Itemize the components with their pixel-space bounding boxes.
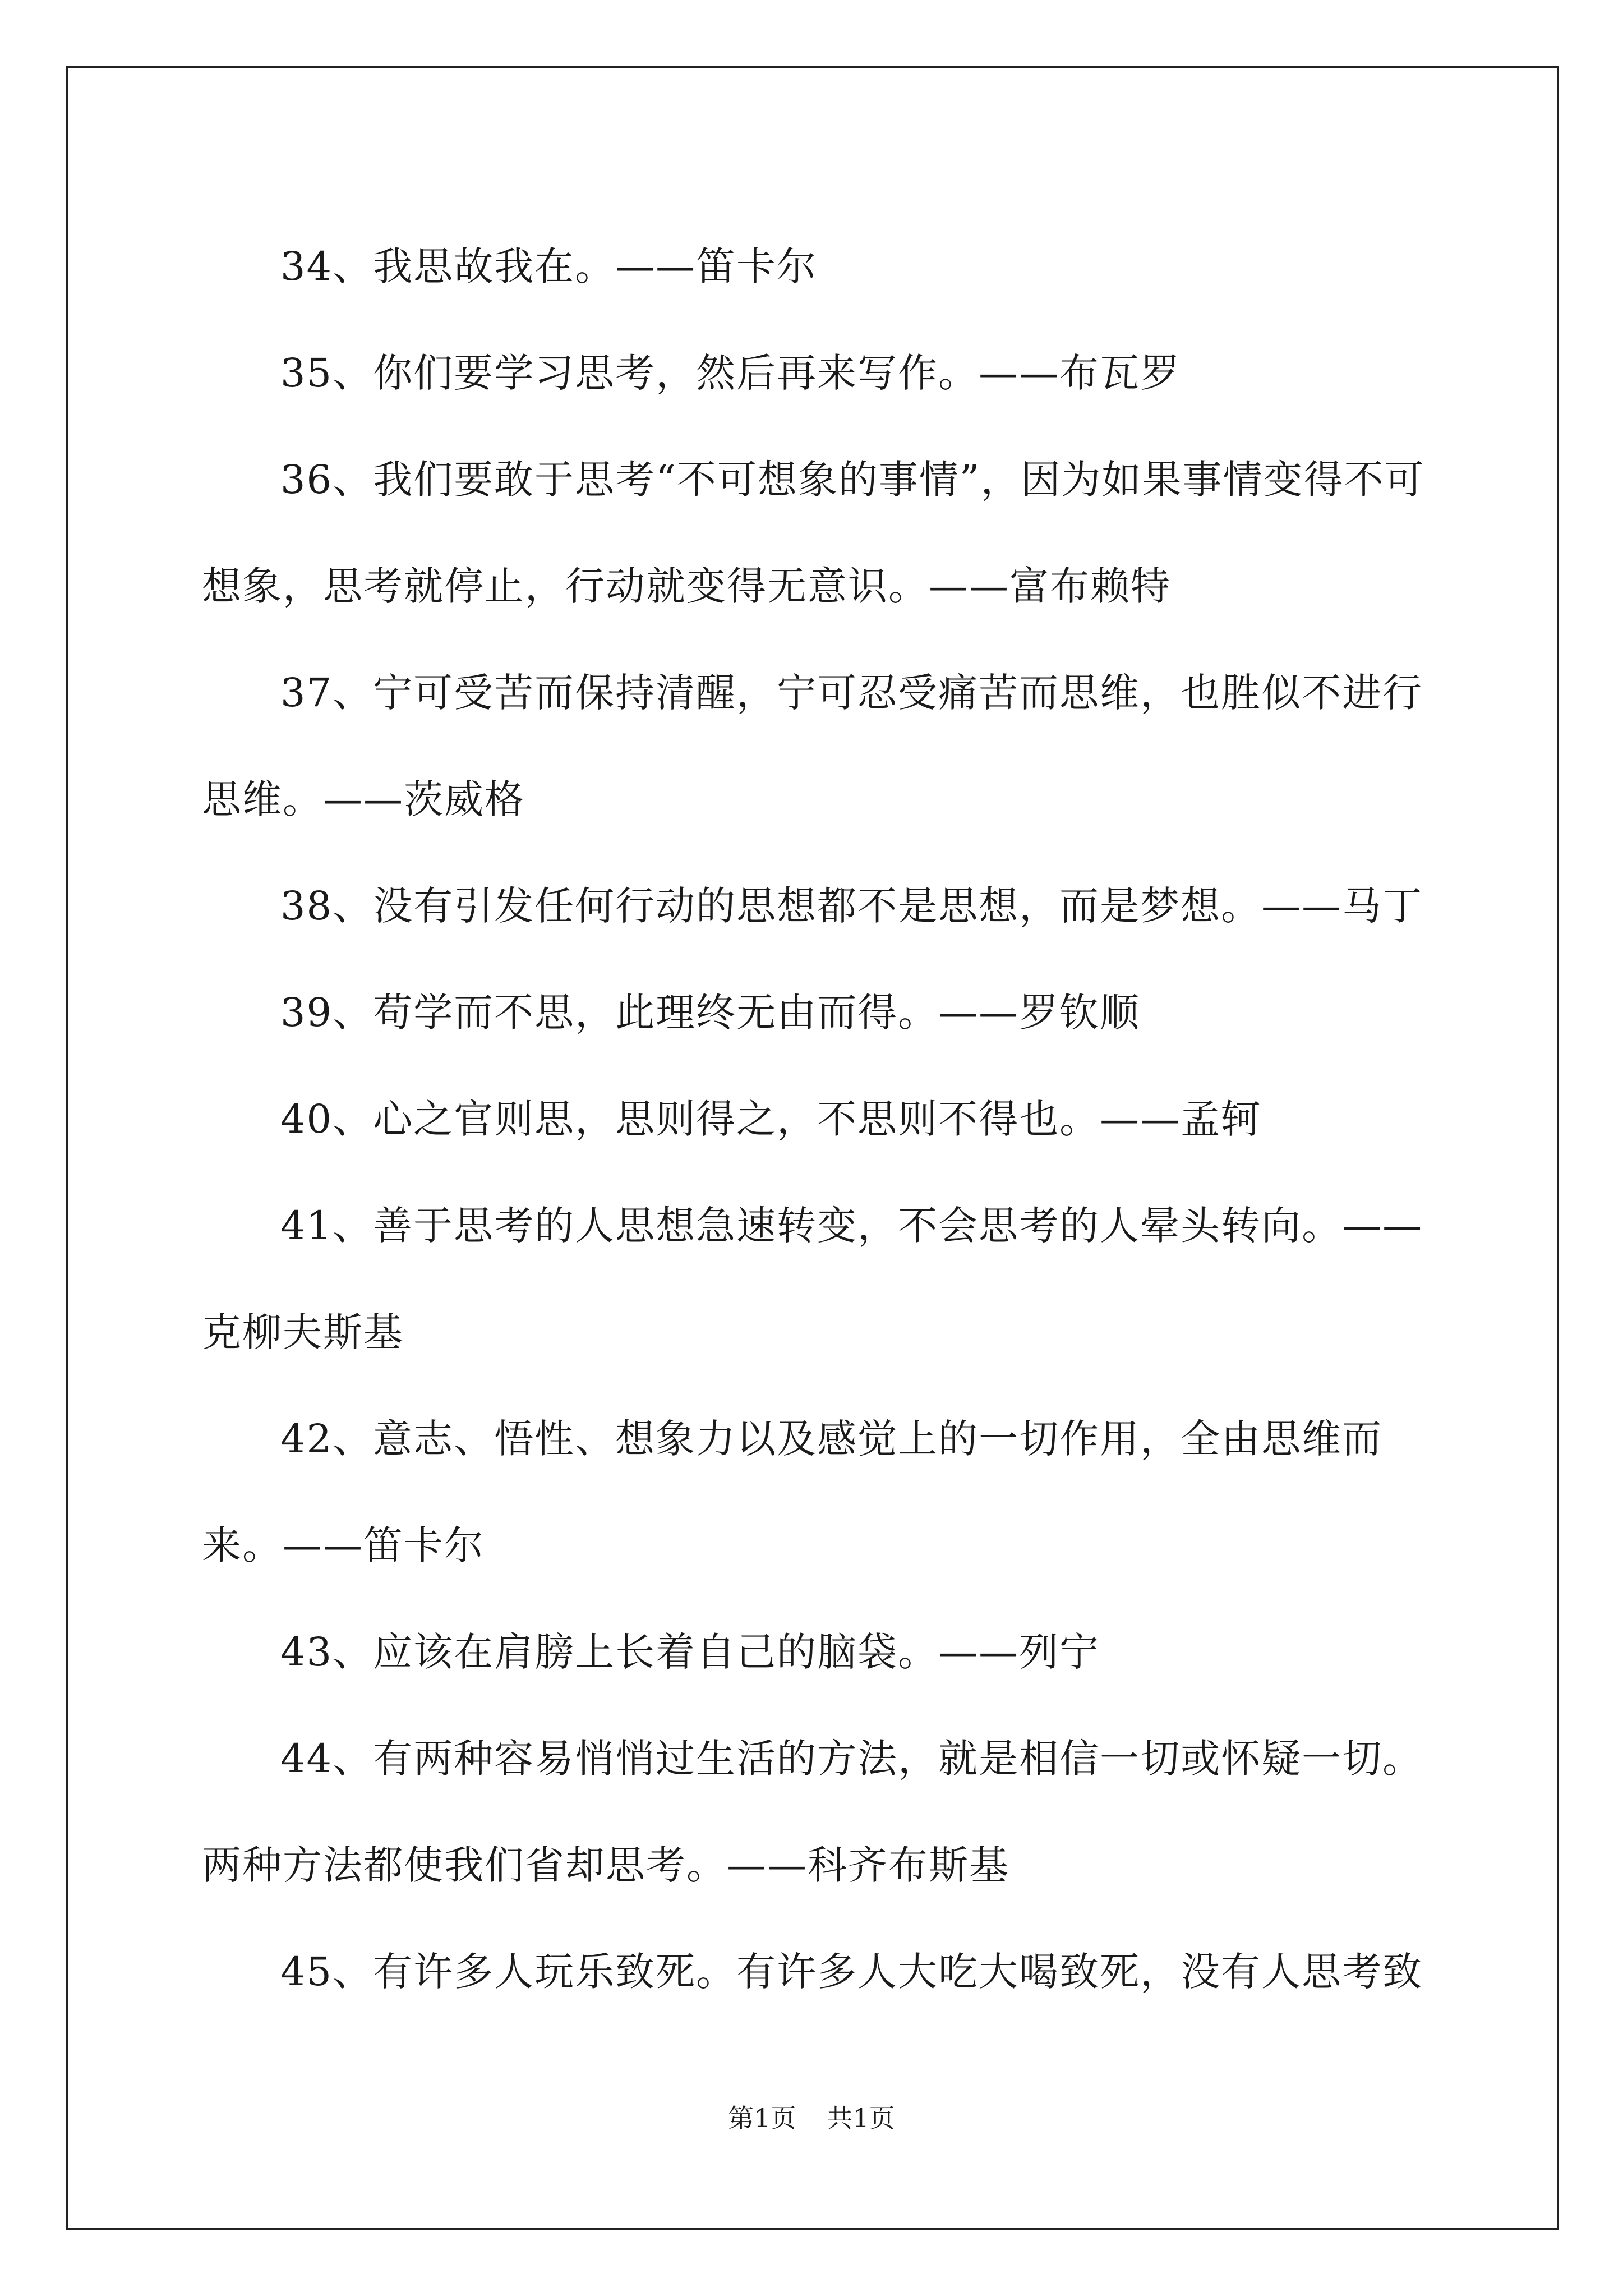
quote-paragraph-40: 40、心之官则思，思则得之，不思则不得也。——孟轲 [280, 1096, 1262, 1142]
quote-paragraph-45: 45、有许多人玩乐致死。有许多人大吃大喝致死，没有人思考致 [280, 1949, 1423, 1995]
quote-paragraph-43: 43、应该在肩膀上长着自己的脑袋。——列宁 [280, 1629, 1100, 1675]
quote-paragraph-34: 34、我思故我在。——笛卡尔 [280, 243, 818, 289]
quote-paragraph-41: 41、善于思考的人思想急速转变，不会思考的人晕头转向。——克柳夫斯基 [202, 1203, 1423, 1355]
quote-paragraph-37: 37、宁可受苦而保持清醒，宁可忍受痛苦而思维，也胜似不进行思维。——茨威格 [202, 670, 1423, 822]
quote-paragraph-36: 36、我们要敢于思考“不可想象的事情”，因为如果事情变得不可想象，思考就停止，行动就变得无意识。——富布赖特 [202, 457, 1425, 609]
page-total: 共1页 [827, 2103, 895, 2133]
quote-paragraph-39: 39、苟学而不思，此理终无由而得。——罗钦顺 [280, 990, 1141, 1036]
document-body [202, 213, 1430, 2025]
quote-paragraph-35: 35、你们要学习思考，然后再来写作。——布瓦罗 [280, 350, 1181, 396]
quote-paragraph-44: 44、有两种容易悄悄过生活的方法，就是相信一切或怀疑一切。两种方法都使我们省却思考。——科齐布斯基 [202, 1736, 1423, 1888]
page-footer [0, 2098, 1623, 2135]
quote-paragraph-38: 38、没有引发任何行动的思想都不是思想，而是梦想。——马丁 [280, 883, 1423, 929]
page-number: 第1页 [728, 2103, 796, 2133]
quote-paragraph-42: 42、意志、悟性、想象力以及感觉上的一切作用，全由思维而来。——笛卡尔 [202, 1416, 1383, 1568]
